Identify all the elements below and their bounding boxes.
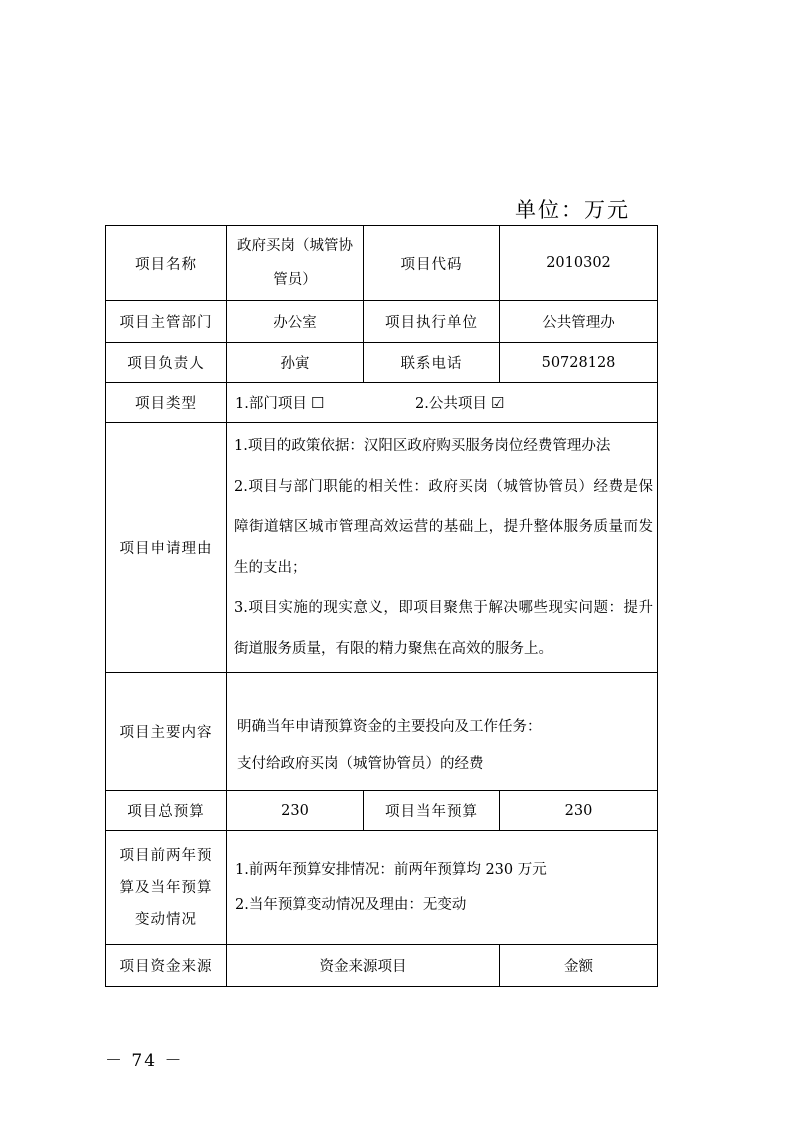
reason-item-3: 3.项目实施的现实意义，即项目聚焦于解决哪些现实问题：提升街道服务质量，有限的精力聚焦在高效的服务上。 xyxy=(234,600,653,657)
row-project-type xyxy=(106,383,658,423)
budget-change-line-1: 1.前两年预算安排情况：前两年预算均 230 万元 xyxy=(235,861,547,878)
content-label: 项目主要内容 xyxy=(106,673,227,791)
row-fund-source xyxy=(106,945,658,987)
project-code-value: 2010302 xyxy=(500,226,658,301)
budget-change-label: 项目前两年预算及当年预算变动情况 xyxy=(106,831,227,945)
budget-change-text xyxy=(227,831,658,945)
type-label: 项目类型 xyxy=(106,383,227,423)
row-budget xyxy=(106,791,658,831)
content-text xyxy=(227,673,658,791)
checkbox-unchecked-icon: ☐ xyxy=(310,394,325,412)
phone-label: 联系电话 xyxy=(364,343,500,383)
checkbox-checked-icon: ☑ xyxy=(490,394,505,412)
row-budget-change xyxy=(106,831,658,945)
page-number: － 74 － xyxy=(105,1051,184,1071)
type-option-dept-label: 1.部门项目 xyxy=(235,396,307,412)
fund-source-label: 项目资金来源 xyxy=(106,945,227,987)
content-line-1: 明确当年申请预算资金的主要投向及工作任务： xyxy=(237,718,542,735)
year-budget-value: 230 xyxy=(500,791,658,831)
row-project-name xyxy=(106,226,658,301)
exec-unit-label: 项目执行单位 xyxy=(364,301,500,343)
reason-item-2: 2.项目与部门职能的相关性：政府买岗（城管协管员）经费是保障街道辖区城市管理高效运营的基础上，提升整体服务质量而发生的支出； xyxy=(234,478,653,576)
exec-unit-value: 公共管理办 xyxy=(500,301,658,343)
year-budget-label: 项目当年预算 xyxy=(364,791,500,831)
budget-change-line-2: 2.当年预算变动情况及理由：无变动 xyxy=(235,896,467,913)
total-budget-value: 230 xyxy=(227,791,364,831)
fund-source-item-header: 资金来源项目 xyxy=(227,945,500,987)
reason-item-1: 1.项目的政策依据：汉阳区政府购买服务岗位经费管理办法 xyxy=(234,438,611,454)
project-code-label: 项目代码 xyxy=(364,226,500,301)
total-budget-label: 项目总预算 xyxy=(106,791,227,831)
row-leader xyxy=(106,343,658,383)
row-content xyxy=(106,673,658,791)
leader-value: 孙寅 xyxy=(227,343,364,383)
type-options xyxy=(227,383,658,423)
content-line-2: 支付给政府买岗（城管协管员）的经费 xyxy=(237,755,484,772)
phone-value: 50728128 xyxy=(500,343,658,383)
project-name-label: 项目名称 xyxy=(106,226,227,301)
reason-label: 项目申请理由 xyxy=(106,423,227,673)
dept-value: 办公室 xyxy=(227,301,364,343)
leader-label: 项目负责人 xyxy=(106,343,227,383)
unit-label: 单位：万元 xyxy=(515,198,630,222)
row-reason xyxy=(106,423,658,673)
type-option-dept xyxy=(235,392,415,413)
project-budget-table xyxy=(105,225,658,987)
row-department xyxy=(106,301,658,343)
fund-amount-header: 金额 xyxy=(500,945,658,987)
type-option-public xyxy=(415,396,504,412)
type-option-public-label: 2.公共项目 xyxy=(415,396,487,412)
project-name-value: 政府买岗（城管协管员） xyxy=(227,226,364,301)
reason-text xyxy=(227,423,658,673)
dept-label: 项目主管部门 xyxy=(106,301,227,343)
